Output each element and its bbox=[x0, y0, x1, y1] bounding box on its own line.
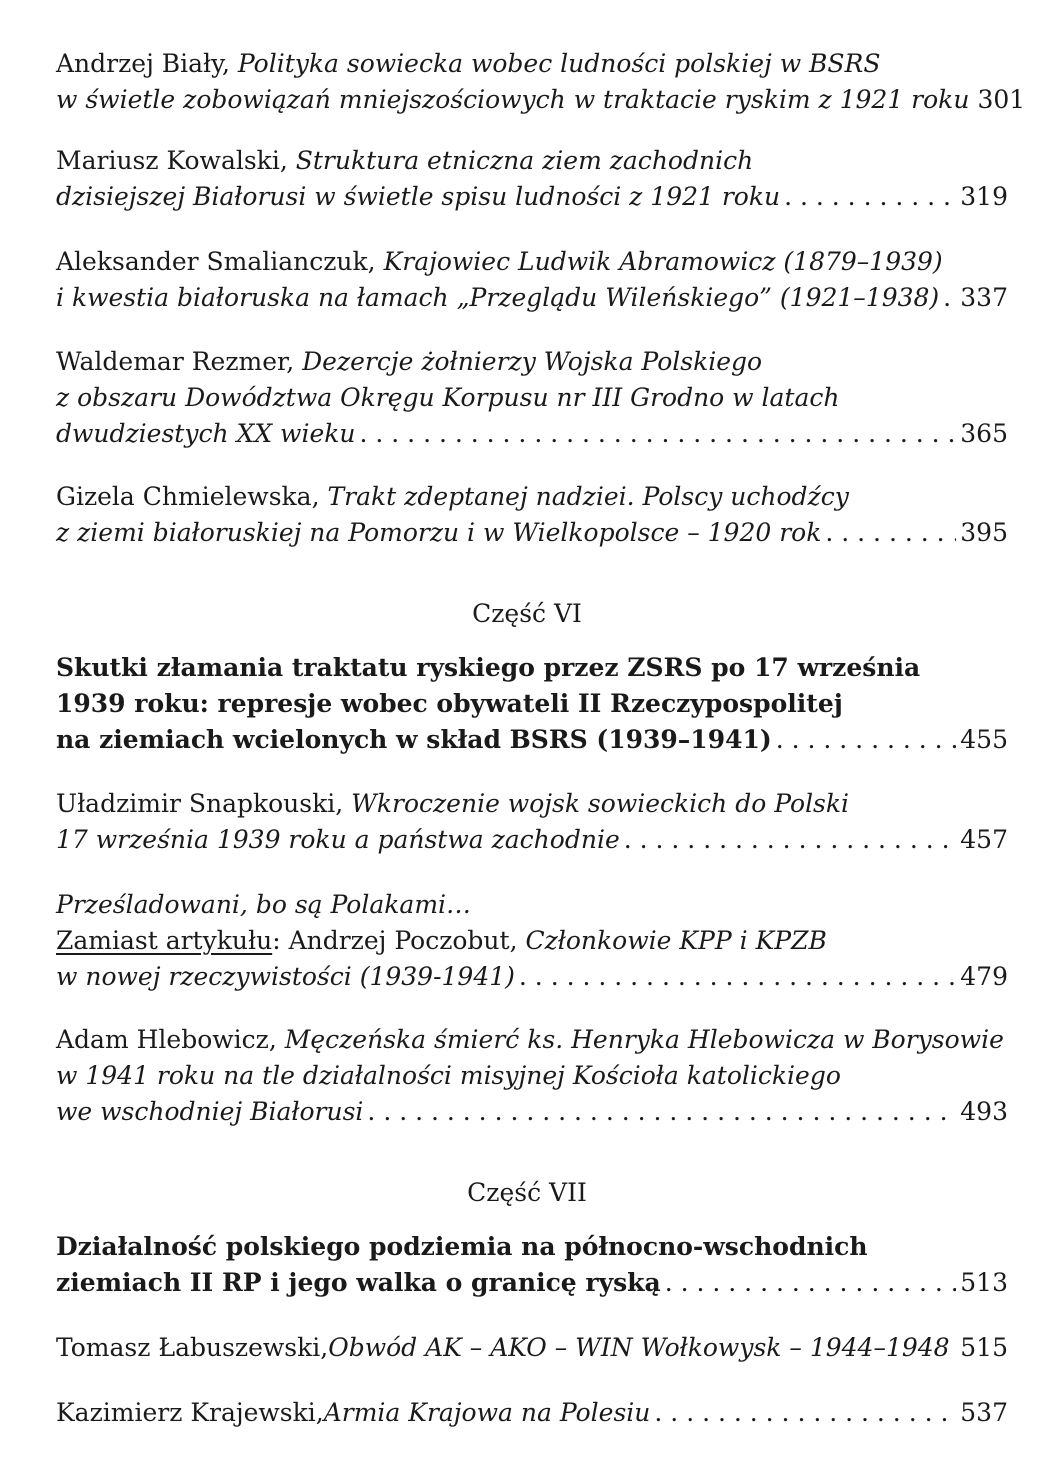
title: Krajowiec Ludwik Abramowicz (1879–1939) bbox=[383, 247, 943, 276]
part-title bbox=[56, 1229, 1008, 1301]
title: Męczeńska śmierć ks. Henryka Hlebowicza w Borysowie bbox=[284, 1025, 1004, 1054]
toc-entry bbox=[56, 344, 1008, 452]
author: Uładzimir Snapkouski, bbox=[56, 789, 352, 818]
leader-dots bbox=[519, 959, 956, 995]
page-number: 515 bbox=[960, 1333, 1008, 1362]
section-label: Prześladowani, bo są Polakami… bbox=[56, 890, 472, 919]
title-continued: we wschodniej Białorusi bbox=[56, 1097, 364, 1126]
toc-entry-line bbox=[56, 344, 1008, 380]
toc-entry-line bbox=[56, 786, 1008, 822]
toc-entry bbox=[56, 143, 1008, 215]
part-title-last-line bbox=[56, 722, 1008, 758]
page-number: 365 bbox=[960, 419, 1008, 448]
toc-entry-last-line bbox=[56, 515, 1008, 551]
toc-entry bbox=[56, 887, 1008, 995]
author: Mariusz Kowalski, bbox=[56, 146, 296, 175]
page-number: 337 bbox=[960, 283, 1008, 312]
toc-entry-line bbox=[56, 380, 1008, 416]
toc-entry-line bbox=[56, 244, 1008, 280]
leader-dots bbox=[665, 1265, 957, 1301]
leader-dots bbox=[360, 416, 957, 452]
title: Wkroczenie wojsk sowieckich do Polski bbox=[351, 789, 850, 818]
author: Adam Hlebowicz, bbox=[56, 1025, 285, 1054]
toc-entry bbox=[56, 46, 1026, 118]
title: Członkowie KPP i KPZB bbox=[525, 926, 827, 955]
title: Obwód AK – AKO – WIN Wołkowysk – 1944–1948 bbox=[328, 1333, 950, 1362]
author: Kazimierz Krajewski, bbox=[56, 1398, 324, 1427]
toc-entry-line bbox=[56, 1022, 1008, 1058]
toc-entry-last-line bbox=[56, 280, 1008, 316]
part-title-continued: na ziemiach wcielonych w skład BSRS (1939–1941) bbox=[56, 725, 772, 754]
title-continued: dzisiejszej Białorusi w świetle spisu ludności z 1921 roku bbox=[56, 182, 781, 211]
leader-dots bbox=[624, 822, 957, 858]
toc-entry bbox=[56, 786, 1008, 858]
page-number: 395 bbox=[960, 518, 1008, 547]
author: Tomasz Łabuszewski, bbox=[56, 1333, 329, 1362]
leader-dots bbox=[825, 515, 956, 551]
toc-entry-last-line bbox=[56, 416, 1008, 452]
part-heading: Część VII bbox=[467, 1178, 587, 1207]
title: Dezercje żołnierzy Wojska Polskiego bbox=[302, 347, 763, 376]
title: Polityka sowiecka wobec ludności polskiej w BSRS bbox=[237, 49, 881, 78]
toc-entry-last-line bbox=[56, 1094, 1008, 1130]
toc-entry-last-line bbox=[56, 82, 1026, 118]
part-title-line: Skutki złamania traktatu ryskiego przez ZSRS po 17 września bbox=[56, 653, 921, 682]
author: Andrzej Biały, bbox=[56, 49, 238, 78]
toc-entry bbox=[56, 1330, 1008, 1366]
toc-entry-last-line bbox=[56, 959, 1008, 995]
toc-entry-last-line bbox=[56, 822, 1008, 858]
title: Trakt zdeptanej nadziei. Polscy uchodźcy bbox=[327, 482, 849, 511]
title-continued: 17 września 1939 roku a państwa zachodnie bbox=[56, 825, 620, 854]
author: Aleksander Smalianczuk, bbox=[56, 247, 384, 276]
toc-entry-line bbox=[56, 923, 1008, 959]
toc-entry bbox=[56, 244, 1008, 316]
author: Andrzej Poczobut, bbox=[288, 926, 526, 955]
leader-dots bbox=[943, 280, 956, 316]
author: Waldemar Rezmer, bbox=[56, 347, 303, 376]
toc-entry-line bbox=[56, 143, 1008, 179]
part-title-last-line bbox=[56, 1265, 1008, 1301]
toc-entry-last-line bbox=[56, 1330, 1008, 1366]
toc-entry bbox=[56, 479, 1008, 551]
title: Struktura etniczna ziem zachodnich bbox=[295, 146, 754, 175]
part-heading: Część VI bbox=[472, 599, 582, 628]
page-number: 301 bbox=[977, 85, 1026, 114]
toc-entry-last-line bbox=[56, 179, 1008, 215]
title-continued: w świetle zobowiązań mniejszościowych w traktacie ryskim z 1921 roku bbox=[56, 85, 970, 114]
page-number: 455 bbox=[960, 725, 1008, 754]
prefix-colon: : bbox=[272, 926, 289, 955]
page-number: 479 bbox=[960, 962, 1008, 991]
part-title-continued: ziemiach II RP i jego walka o granicę ryską bbox=[56, 1268, 661, 1297]
toc-entry-last-line bbox=[56, 1395, 1008, 1431]
toc-entry-line bbox=[56, 46, 1008, 82]
part-title bbox=[56, 650, 1008, 758]
title-continued: w 1941 roku na tle działalności misyjnej Kościoła katolickiego bbox=[56, 1061, 841, 1090]
title-continued: z ziemi białoruskiej na Pomorzu i w Wielkopolsce – 1920 rok bbox=[56, 518, 822, 547]
toc-entry-line bbox=[56, 1058, 1008, 1094]
leader-dots bbox=[654, 1395, 956, 1431]
page-number: 537 bbox=[960, 1398, 1008, 1427]
leader-dots bbox=[776, 722, 957, 758]
title-continued: i kwestia białoruska na łamach „Przeglądu Wileńskiego” (1921–1938) bbox=[56, 283, 940, 312]
part-title-line: 1939 roku: represje wobec obywateli II Rzeczypospolitej bbox=[56, 689, 843, 718]
leader-dots bbox=[954, 1330, 957, 1366]
toc-entry bbox=[56, 1022, 1008, 1130]
page-number: 493 bbox=[960, 1097, 1008, 1126]
leader-dots bbox=[367, 1094, 956, 1130]
author: Gizela Chmielewska, bbox=[56, 482, 328, 511]
toc-entry-line bbox=[56, 479, 1008, 515]
page-number: 319 bbox=[960, 182, 1008, 211]
title-continued: dwudziestych XX wieku bbox=[56, 419, 356, 448]
page-number: 457 bbox=[960, 825, 1008, 854]
prefix-label: Zamiast artykułu bbox=[56, 926, 273, 955]
toc-entry bbox=[56, 1395, 1008, 1431]
page-number: 513 bbox=[960, 1268, 1008, 1297]
title: Armia Krajowa na Polesiu bbox=[323, 1398, 651, 1427]
title-continued: w nowej rzeczywistości (1939-1941) bbox=[56, 962, 515, 991]
title-continued: z obszaru Dowództwa Okręgu Korpusu nr III Grodno w latach bbox=[56, 383, 840, 412]
toc-entry-line bbox=[56, 887, 1008, 923]
leader-dots bbox=[784, 179, 956, 215]
part-title-line: Działalność polskiego podziemia na północno-wschodnich bbox=[56, 1232, 868, 1261]
